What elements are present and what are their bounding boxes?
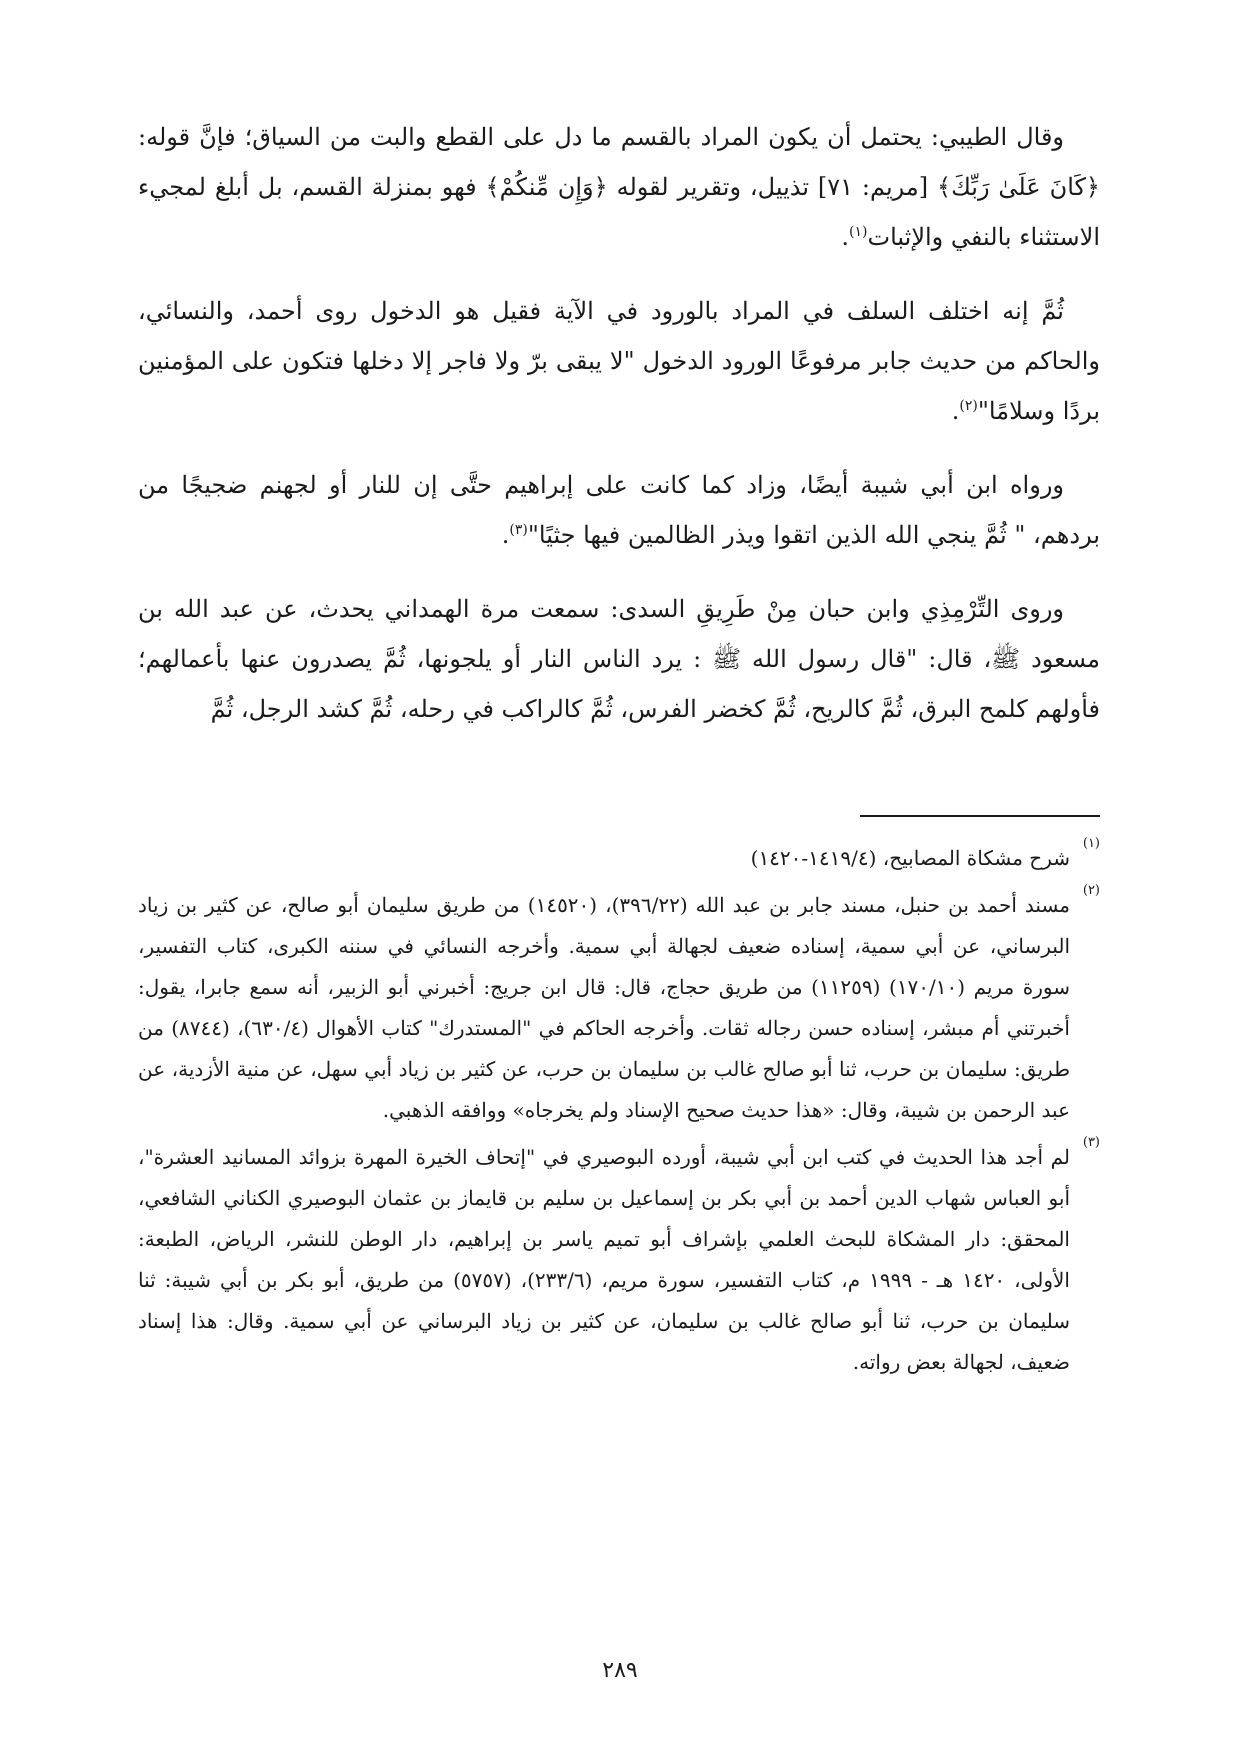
main-text-body (138, 112, 1100, 734)
footnote-1 (138, 838, 1100, 879)
paragraph-3-text: ورواه ابن أبي شيبة أيضًا، وزاد كما كانت على إبراهيم حتَّى إن للنار أو لجهنم ضجيجًا من بردهم، " ثُمَّ ينجي الله الذين اتقوا ويذر الظالمين فيها جثيًا" (138, 471, 1100, 549)
paragraph-4 (138, 584, 1100, 734)
footnote-text-2: مسند أحمد بن حنبل، مسند جابر بن عبد الله (٣٩٦/٢٢)، (١٤٥٢٠) من طريق سليمان أبو صالح، عن كثير بن زياد البرساني، عن أبي سمية، إسناده ضعيف لجهالة أبي سمية. وأخرجه النسائي في سننه الكبرى، كتاب التفسير، سورة مريم (١٧٠/١٠) (١١٢٥٩) من طريق حجاج، قال: قال ابن جريج: أخبرني أبو الزبير، أنه سمع جابرا، يقول: أخبرتني أم مبشر، إسناده حسن رجاله ثقات. وأخرجه الحاكم في "المستدرك" كتاب الأهوال (٦٣٠/٤)، (٨٧٤٤) من طريق: سليمان بن حرب، ثنا أبو صالح غالب بن سليمان بن حرب، عن كثير بن زياد أبي سهل، عن منية الأزدية، عن عبد الرحمن بن شيبة، وقال: «هذا حديث صحيح الإسناد ولم يخرجاه» ووافقه الذهبي. (138, 893, 1071, 1122)
footnote-ref-1[interactable]: (١) (849, 224, 868, 240)
paragraph-2-tail: . (951, 397, 960, 425)
footnote-number-2: (٢) (1082, 883, 1100, 898)
paragraph-2-text: ثُمَّ إنه اختلف السلف في المراد بالورود في الآية فقيل هو الدخول روى أحمد، والنسائي، والحاكم من حديث جابر مرفوعًا الورود الدخول "لا يبقى برّ ولا فاجر إلا دخلها فتكون على المؤمنين بردًا وسلامًا" (138, 297, 1100, 425)
footnote-number-1: (١) (1082, 836, 1100, 851)
paragraph-1-text: وقال الطيبي: يحتمل أن يكون المراد بالقسم ما دل على القطع والبت من السياق؛ فإنَّ قوله: ﴿كَانَ عَلَىٰ رَبِّكَ﴾ [مريم: ٧١] تذييل، وتقرير لقوله ﴿وَإِن مِّنكُمْ﴾ فهو بمنزلة القسم، بل أبلغ لمجيء الاستثناء بالنفي والإثبات (138, 123, 1100, 251)
footnotes-section (138, 838, 1100, 1389)
paragraph-2 (138, 286, 1100, 436)
paragraph-1 (138, 112, 1100, 262)
footnote-text-3: لم أجد هذا الحديث في كتب ابن أبي شيبة، أورده البوصيري في "إتحاف الخيرة المهرة بزوائد المسانيد العشرة"، أبو العباس شهاب الدين أحمد بن أبي بكر بن إسماعيل بن سليم بن قايماز بن عثمان البوصيري الكناني الشافعي، المحقق: دار المشكاة للبحث العلمي بإشراف أبو تميم ياسر بن إبراهيم، دار الوطن للنشر، الرياض، الطبعة: الأولى، ١٤٢٠ هـ - ١٩٩٩ م، كتاب التفسير، سورة مريم، (٢٣٣/٦)، (٥٧٥٧) من طريق، أبو بكر بن أبي شيبة: ثنا سليمان بن حرب، ثنا أبو صالح غالب بن سليمان، عن كثير بن زياد البرساني عن أبي سمية. وقال: هذا إسناد ضعيف، لجهالة بعض رواته. (138, 1145, 1070, 1374)
footnote-ref-2[interactable]: (٢) (959, 398, 978, 414)
paragraph-4-text: وروى التِّرْمِذِي وابن حبان مِنْ طَرِيقِ السدى: سمعت مرة الهمداني يحدث، عن عبد الله بن مسعود ﷺ، قال: "قال رسول الله ﷺ : يرد الناس النار أو يلجونها، ثُمَّ يصدرون عنها بأعمالهم؛ فأولهم كلمح البرق، ثُمَّ كالريح، ثُمَّ كخضر الفرس، ثُمَّ كالراكب في رحله، ثُمَّ كشد الرجل، ثُمَّ (138, 595, 1100, 723)
footnote-number-3: (٣) (1082, 1135, 1100, 1150)
page-number: ٢٨٩ (602, 1658, 638, 1683)
paragraph-1-tail: . (841, 223, 850, 251)
paragraph-3-tail: . (501, 521, 510, 549)
footnote-ref-3[interactable]: (٣) (509, 522, 528, 538)
footnote-3 (138, 1137, 1100, 1383)
footnote-2 (138, 885, 1100, 1131)
paragraph-3 (138, 460, 1100, 560)
footnote-text-1: شرح مشكاة المصابيح، (١٤١٩/٤-١٤٢٠) (750, 846, 1070, 870)
footnote-separator (860, 815, 1100, 817)
